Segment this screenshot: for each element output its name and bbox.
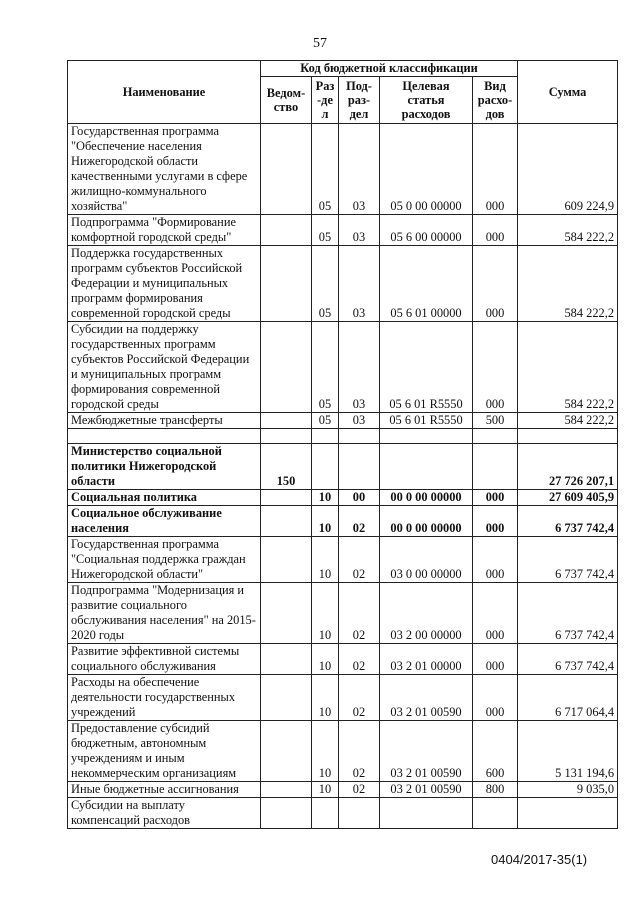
row-target-item — [380, 798, 473, 829]
row-expense-type: 000 — [473, 246, 518, 322]
row-target-item: 03 2 01 00000 — [380, 644, 473, 675]
row-target-item — [380, 444, 473, 490]
row-section — [312, 444, 339, 490]
row-name: Субсидии на поддержку государственных программ субъектов Российской Федерации и муниципальных программ формирования современной городской среды — [68, 322, 261, 413]
row-expense-type — [473, 798, 518, 829]
table-row — [68, 444, 618, 490]
row-expense-type: 000 — [473, 322, 518, 413]
row-amount — [518, 798, 618, 829]
header-amount: Сумма — [518, 61, 618, 124]
row-department — [261, 675, 312, 721]
row-name: Иные бюджетные ассигнования — [68, 782, 261, 798]
table-row — [68, 413, 618, 429]
row-subsection: 02 — [339, 644, 380, 675]
row-amount: 6 737 742,4 — [518, 537, 618, 583]
row-department — [261, 246, 312, 322]
row-name: Развитие эффективной системы социального обслуживания — [68, 644, 261, 675]
row-amount: 584 222,2 — [518, 413, 618, 429]
row-target-item: 00 0 00 00000 — [380, 490, 473, 506]
row-section: 10 — [312, 782, 339, 798]
row-target-item: 03 2 01 00590 — [380, 721, 473, 782]
row-subsection: 02 — [339, 675, 380, 721]
row-target-item: 05 6 01 00000 — [380, 246, 473, 322]
row-expense-type: 000 — [473, 215, 518, 246]
row-name: Субсидии на выплату компенсаций расходов — [68, 798, 261, 829]
row-department — [261, 782, 312, 798]
row-amount: 27 609 405,9 — [518, 490, 618, 506]
row-department — [261, 583, 312, 644]
row-subsection: 03 — [339, 215, 380, 246]
row-department — [261, 537, 312, 583]
row-expense-type: 000 — [473, 675, 518, 721]
row-section: 10 — [312, 583, 339, 644]
row-section: 10 — [312, 506, 339, 537]
row-expense-type: 000 — [473, 644, 518, 675]
row-section — [312, 798, 339, 829]
row-expense-type: 000 — [473, 583, 518, 644]
table-row — [68, 675, 618, 721]
row-subsection: 02 — [339, 506, 380, 537]
row-subsection: 03 — [339, 124, 380, 215]
header-name: Наименование — [68, 61, 261, 124]
row-subsection: 03 — [339, 246, 380, 322]
row-section: 05 — [312, 124, 339, 215]
row-subsection: 00 — [339, 490, 380, 506]
row-expense-type: 500 — [473, 413, 518, 429]
row-department — [261, 124, 312, 215]
row-subsection — [339, 798, 380, 829]
row-section: 10 — [312, 721, 339, 782]
row-target-item: 03 2 01 00590 — [380, 675, 473, 721]
table-row — [68, 798, 618, 829]
row-department — [261, 215, 312, 246]
row-name: Поддержка государственных программ субъектов Российской Федерации и муниципальных программ формирования современной городской среды — [68, 246, 261, 322]
row-expense-type: 000 — [473, 490, 518, 506]
row-subsection: 03 — [339, 322, 380, 413]
row-expense-type: 000 — [473, 124, 518, 215]
row-name: Социальная политика — [68, 490, 261, 506]
row-target-item: 05 6 01 R5550 — [380, 322, 473, 413]
row-department: 150 — [261, 444, 312, 490]
row-amount: 584 222,2 — [518, 215, 618, 246]
row-department — [261, 798, 312, 829]
row-amount: 6 717 064,4 — [518, 675, 618, 721]
row-expense-type: 000 — [473, 506, 518, 537]
row-target-item: 00 0 00 00000 — [380, 506, 473, 537]
header-target-item: Целевая статья расходов — [380, 77, 473, 124]
header-expense-type: Вид расхо-дов — [473, 77, 518, 124]
row-name: Социальное обслуживание населения — [68, 506, 261, 537]
row-subsection: 03 — [339, 413, 380, 429]
row-department — [261, 322, 312, 413]
row-amount: 6 737 742,4 — [518, 644, 618, 675]
row-name: Межбюджетные трансферты — [68, 413, 261, 429]
header-department: Ведом-ство — [261, 77, 312, 124]
row-expense-type — [473, 444, 518, 490]
header-code-group: Код бюджетной классификации — [261, 61, 518, 77]
header-subsection: Под-раз-дел — [339, 77, 380, 124]
row-target-item: 03 2 00 00000 — [380, 583, 473, 644]
row-department — [261, 413, 312, 429]
row-expense-type: 800 — [473, 782, 518, 798]
table-row — [68, 583, 618, 644]
row-name: Подпрограмма "Модернизация и развитие социального обслуживания населения" на 2015-2020 годы — [68, 583, 261, 644]
row-name: Государственная программа "Обеспечение населения Нижегородской области качественными услугами в сфере жилищно-коммунального хозяйства" — [68, 124, 261, 215]
row-amount: 6 737 742,4 — [518, 583, 618, 644]
table-row — [68, 215, 618, 246]
row-amount: 584 222,2 — [518, 246, 618, 322]
row-section: 10 — [312, 537, 339, 583]
row-name: Расходы на обеспечение деятельности государственных учреждений — [68, 675, 261, 721]
row-amount: 5 131 194,6 — [518, 721, 618, 782]
row-section: 10 — [312, 644, 339, 675]
row-amount: 9 035,0 — [518, 782, 618, 798]
table-row — [68, 322, 618, 413]
row-target-item: 03 2 01 00590 — [380, 782, 473, 798]
row-department — [261, 490, 312, 506]
row-section: 05 — [312, 215, 339, 246]
row-section: 10 — [312, 675, 339, 721]
header-section: Раз-дел — [312, 77, 339, 124]
table-row — [68, 246, 618, 322]
row-name: Министерство социальной политики Нижегородской области — [68, 444, 261, 490]
table-row — [68, 124, 618, 215]
row-department — [261, 506, 312, 537]
row-subsection: 02 — [339, 782, 380, 798]
table-row — [68, 644, 618, 675]
row-amount: 6 737 742,4 — [518, 506, 618, 537]
row-section: 05 — [312, 246, 339, 322]
row-amount: 27 726 207,1 — [518, 444, 618, 490]
page-number: 57 — [313, 36, 327, 51]
row-expense-type: 000 — [473, 537, 518, 583]
row-target-item: 05 6 01 R5550 — [380, 413, 473, 429]
row-subsection — [339, 444, 380, 490]
table-row — [68, 506, 618, 537]
row-subsection: 02 — [339, 537, 380, 583]
row-target-item: 05 0 00 00000 — [380, 124, 473, 215]
row-name: Подпрограмма "Формирование комфортной городской среды" — [68, 215, 261, 246]
row-subsection: 02 — [339, 721, 380, 782]
row-name: Государственная программа "Социальная поддержка граждан Нижегородской области" — [68, 537, 261, 583]
row-section: 05 — [312, 413, 339, 429]
row-amount: 584 222,2 — [518, 322, 618, 413]
row-name: Предоставление субсидий бюджетным, автономным учреждениям и иным некоммерческим организациям — [68, 721, 261, 782]
row-department — [261, 721, 312, 782]
row-subsection: 02 — [339, 583, 380, 644]
row-department — [261, 644, 312, 675]
row-amount: 609 224,9 — [518, 124, 618, 215]
budget-table — [67, 60, 618, 829]
table-header — [68, 61, 618, 124]
table-row — [68, 721, 618, 782]
table-row — [68, 490, 618, 506]
row-target-item: 05 6 00 00000 — [380, 215, 473, 246]
spacer-row — [68, 429, 618, 444]
row-target-item: 03 0 00 00000 — [380, 537, 473, 583]
table-row — [68, 537, 618, 583]
row-expense-type: 600 — [473, 721, 518, 782]
document-code: 0404/2017-35(1) — [491, 852, 588, 867]
table-row — [68, 782, 618, 798]
row-section: 05 — [312, 322, 339, 413]
row-section: 10 — [312, 490, 339, 506]
